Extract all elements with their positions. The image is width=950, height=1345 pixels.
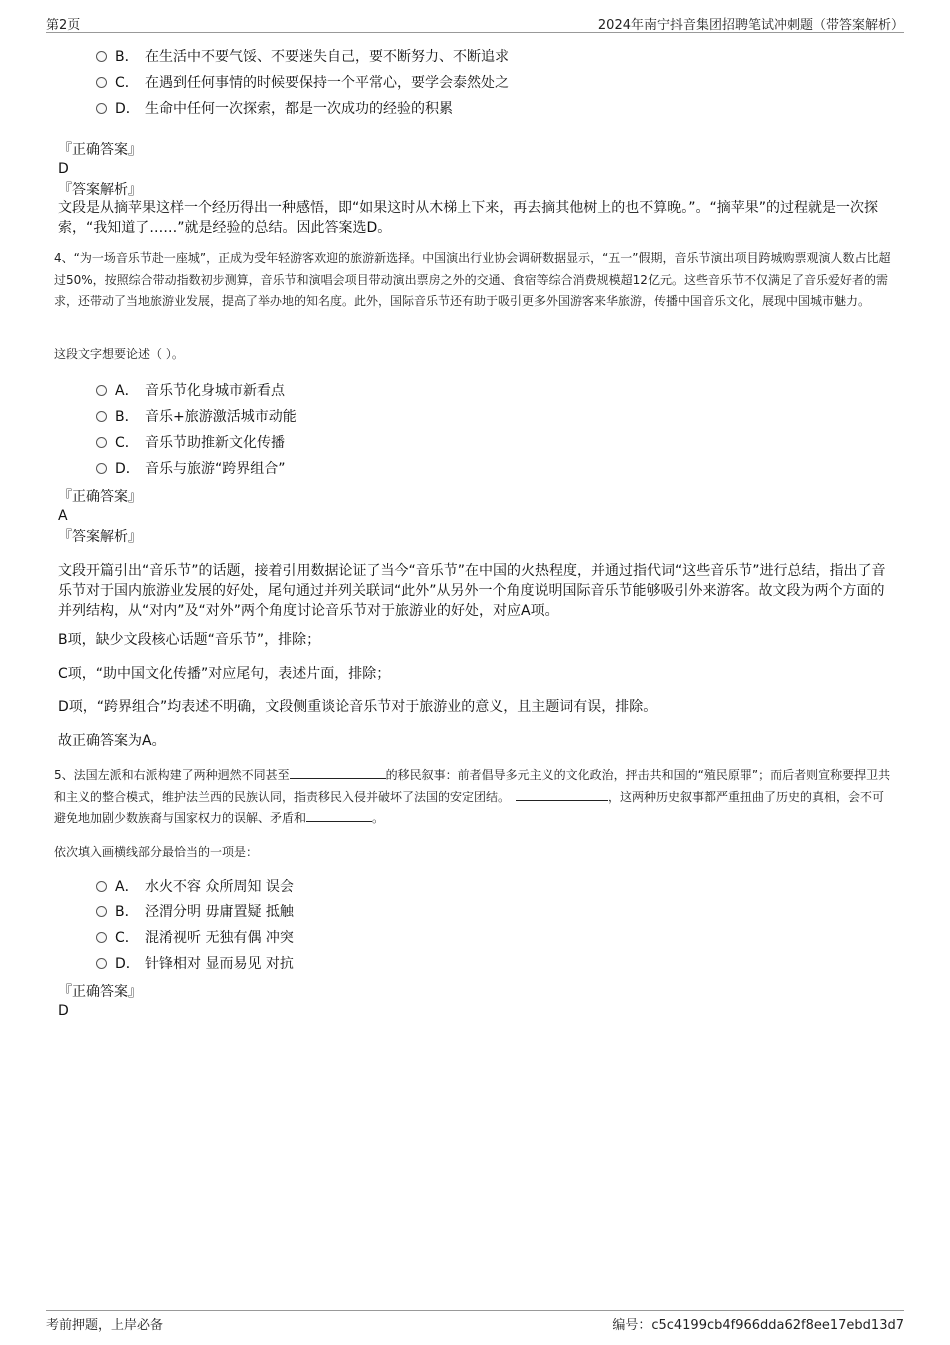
- q4-note-d: D项，“跨界组合”均表述不明确，文段侧重谈论音乐节对于旅游业的意义，且主题词有误，排除。: [58, 699, 658, 715]
- radio-icon[interactable]: [96, 51, 107, 62]
- q4-analysis: 文段开篇引出“音乐节”的话题，接着引用数据论证了当今“音乐节”在中国的火热程度，并通过指代词“这些音乐节”进行总结，指出了音乐节对于国内旅游业发展的好处，尾句通过并列关联词“此外”从另外一个角度说明国际音乐节能够吸引外来游客。故文段为两个方面的并列结构，从“对内”及“对外”两个角度讨论音乐节对于旅游业的好处，对应A项。: [58, 563, 886, 619]
- radio-icon[interactable]: [96, 77, 107, 88]
- radio-icon[interactable]: [96, 463, 107, 474]
- page-number: 第2页: [46, 18, 81, 33]
- page-footer: [46, 1310, 904, 1333]
- q5-option-d[interactable]: D． 针锋相对 显而易见 对抗: [96, 954, 294, 974]
- q5-answer-label: 『正确答案』: [58, 984, 142, 1000]
- radio-icon[interactable]: [96, 881, 107, 892]
- radio-icon[interactable]: [96, 437, 107, 448]
- q4-note-c: C项，“助中国文化传播”对应尾句，表述片面，排除；: [58, 666, 391, 682]
- q3-option-c[interactable]: C． 在遇到任何事情的时候要保持一个平常心，要学会泰然处之: [96, 73, 509, 93]
- q5-answer: D: [58, 1003, 69, 1019]
- radio-icon[interactable]: [96, 906, 107, 917]
- q5-stem: 5、法国左派和右派构建了两种迥然不同甚至 的移民叙事：前者倡导多元主义的文化政治，抨击共和国的“殖民原罪”；而后者则宣称要捍卫共和主义的整合模式，维护法兰西的民族认同，指责移民入侵并破坏了法国的安定团结。 ，这两种历史叙事都严重扭曲了历史的真相，会不可避免地加剧少数族裔与国家权力的误解、矛盾和 。: [54, 768, 891, 825]
- q3-option-d[interactable]: D． 生命中任何一次探索，都是一次成功的经验的积累: [96, 99, 453, 119]
- q3-analysis-label: 『答案解析』: [58, 182, 142, 198]
- q5-option-b[interactable]: B． 泾渭分明 毋庸置疑 抵触: [96, 902, 294, 922]
- radio-icon[interactable]: [96, 932, 107, 943]
- radio-icon[interactable]: [96, 103, 107, 114]
- radio-icon[interactable]: [96, 411, 107, 422]
- q4-conclusion: 故正确答案为A。: [58, 733, 166, 749]
- q3-option-b[interactable]: B． 在生活中不要气馁、不要迷失自己，要不断努力、不断追求: [96, 47, 509, 67]
- q5-option-a[interactable]: A． 水火不容 众所周知 误会: [96, 877, 294, 897]
- q3-analysis: 文段是从摘苹果这样一个经历得出一种感悟，即“如果这时从木梯上下来，再去摘其他树上的也不算晚。”。“摘苹果”的过程就是一次探索，“我知道了……”就是经验的总结。因此答案选D。: [58, 200, 879, 236]
- document-title: 2024年南宁抖音集团招聘笔试冲刺题（带答案解析）: [597, 18, 904, 33]
- q4-option-a[interactable]: A． 音乐节化身城市新看点: [96, 381, 285, 401]
- q4-analysis-label: 『答案解析』: [58, 529, 142, 545]
- fill-blank-2[interactable]: [516, 788, 608, 801]
- fill-blank-1[interactable]: [290, 766, 386, 779]
- q4-option-b[interactable]: B． 音乐+旅游激活城市动能: [96, 407, 297, 427]
- page-header: [46, 14, 904, 33]
- q5-option-c[interactable]: C． 混淆视听 无独有偶 冲突: [96, 928, 294, 948]
- q4-option-d[interactable]: D． 音乐与旅游“跨界组合”: [96, 459, 286, 479]
- q5-question: 依次填入画横线部分最恰当的一项是：: [54, 845, 259, 859]
- q3-answer-label: 『正确答案』: [58, 142, 142, 158]
- footer-slogan: 考前押题，上岸必备: [46, 1318, 164, 1333]
- q4-stem: 4、“为一场音乐节赴一座城”，正成为受年轻游客欢迎的旅游新选择。中国演出行业协会调研数据显示，“五一”假期，音乐节演出项目跨城购票观演人数占比超过50%，按照综合带动指数初步测算，音乐节和演唱会项目带动演出票房之外的交通、食宿等综合消费规模超12亿元。这些音乐节不仅满足了音乐爱好者的需求，还带动了当地旅游业发展，提高了举办地的知名度。此外，国际音乐节还有助于吸引更多外国游客来华旅游，传播中国音乐文化，展现中国城市魅力。: [54, 251, 891, 308]
- q4-question: 这段文字想要论述（ ）。: [54, 347, 184, 361]
- document-id: 编号：c5c4199cb4f966dda62f8ee17ebd13d7: [612, 1318, 904, 1333]
- q3-answer: D: [58, 161, 69, 177]
- radio-icon[interactable]: [96, 958, 107, 969]
- q4-option-c[interactable]: C． 音乐节助推新文化传播: [96, 433, 285, 453]
- radio-icon[interactable]: [96, 385, 107, 396]
- q4-answer: A: [58, 508, 68, 524]
- q4-answer-label: 『正确答案』: [58, 489, 142, 505]
- fill-blank-3[interactable]: [306, 809, 372, 822]
- q4-note-b: B项，缺少文段核心话题“音乐节”，排除；: [58, 632, 321, 648]
